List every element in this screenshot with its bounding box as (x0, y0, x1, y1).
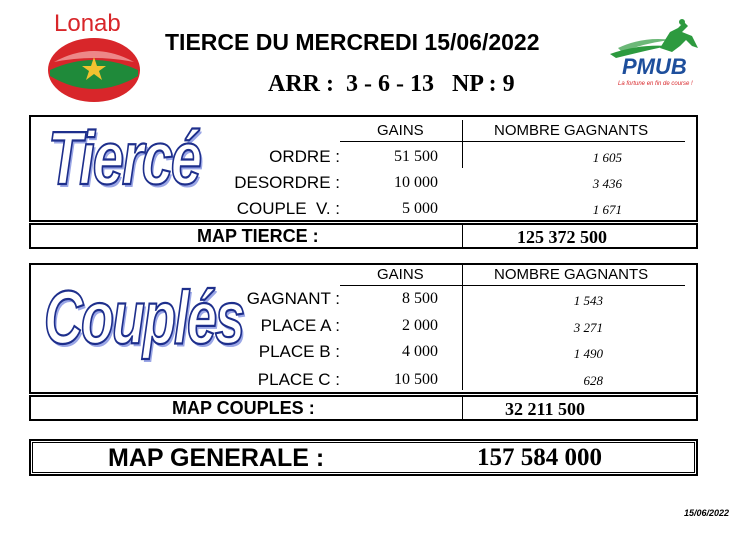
tierce-winners-header: NOMBRE GAGNANTS (494, 122, 649, 139)
tierce-header-rule (340, 141, 685, 142)
tierce-row-label: DESORDRE : (234, 173, 340, 192)
couples-row-winners: 1 490 (573, 346, 603, 361)
tierce-gains-header: GAINS (377, 122, 424, 139)
tierce-row-gain: 5 000 (402, 200, 438, 217)
pmub-logo (608, 18, 708, 98)
tierce-row-winners: 3 436 (592, 176, 622, 191)
lonab-logo-text: Lonab (54, 10, 121, 37)
tierce-row-winners: 1 605 (592, 150, 622, 165)
couples-gains-header: GAINS (377, 266, 424, 283)
pmub-tagline: La fortune en fin de course ! (618, 81, 693, 87)
couples-row-gain: 2 000 (402, 317, 438, 334)
map-tierce-label: MAP TIERCE : (197, 226, 319, 246)
map-generale-label: MAP GENERALE : (108, 444, 325, 472)
map-couples-divider (462, 395, 463, 421)
tierce-row-gain: 51 500 (394, 148, 438, 165)
couples-row-winners: 1 543 (573, 293, 603, 308)
tierce-row-winners: 1 671 (592, 202, 622, 217)
couples-row-winners: 628 (583, 373, 603, 388)
map-tierce-divider (462, 223, 463, 249)
footer-date: 15/06/2022 (684, 508, 730, 518)
map-couples-label: MAP COUPLES : (172, 398, 315, 418)
tierce-row-gain: 10 000 (394, 174, 438, 191)
couples-row-label: PLACE A : (260, 316, 340, 335)
tierce-banner: Tiercé (48, 115, 200, 201)
couples-winners-header: NOMBRE GAGNANTS (494, 266, 649, 283)
couples-row-gain: 8 500 (402, 290, 438, 307)
pmub-logo-text: PMUB (622, 54, 687, 79)
tierce-row-label: COUPLE V. : (236, 199, 340, 218)
couples-row-winners: 3 271 (573, 320, 603, 335)
couples-row-gain: 10 500 (394, 371, 438, 388)
map-couples-value: 32 211 500 (505, 399, 586, 419)
lonab-logo (44, 10, 144, 105)
map-couples-bar (29, 395, 698, 421)
page-title: TIERCE DU MERCREDI 15/06/2022 (165, 29, 540, 55)
arrival-line: ARR : 3 - 6 - 13 NP : 9 (268, 71, 515, 97)
couples-row-label: GAGNANT : (246, 289, 340, 308)
couples-row-label: PLACE B : (258, 342, 340, 361)
couples-banner: Couplés (44, 276, 244, 361)
tierce-row-label: ORDRE : (269, 147, 340, 166)
couples-row-gain: 4 000 (402, 343, 438, 360)
couples-row-label: PLACE C : (257, 370, 340, 389)
map-generale-value: 157 584 000 (477, 444, 602, 471)
couples-header-rule (340, 285, 685, 286)
map-tierce-value: 125 372 500 (517, 227, 607, 247)
couples-column-divider (462, 265, 463, 390)
tierce-column-divider (462, 120, 463, 168)
